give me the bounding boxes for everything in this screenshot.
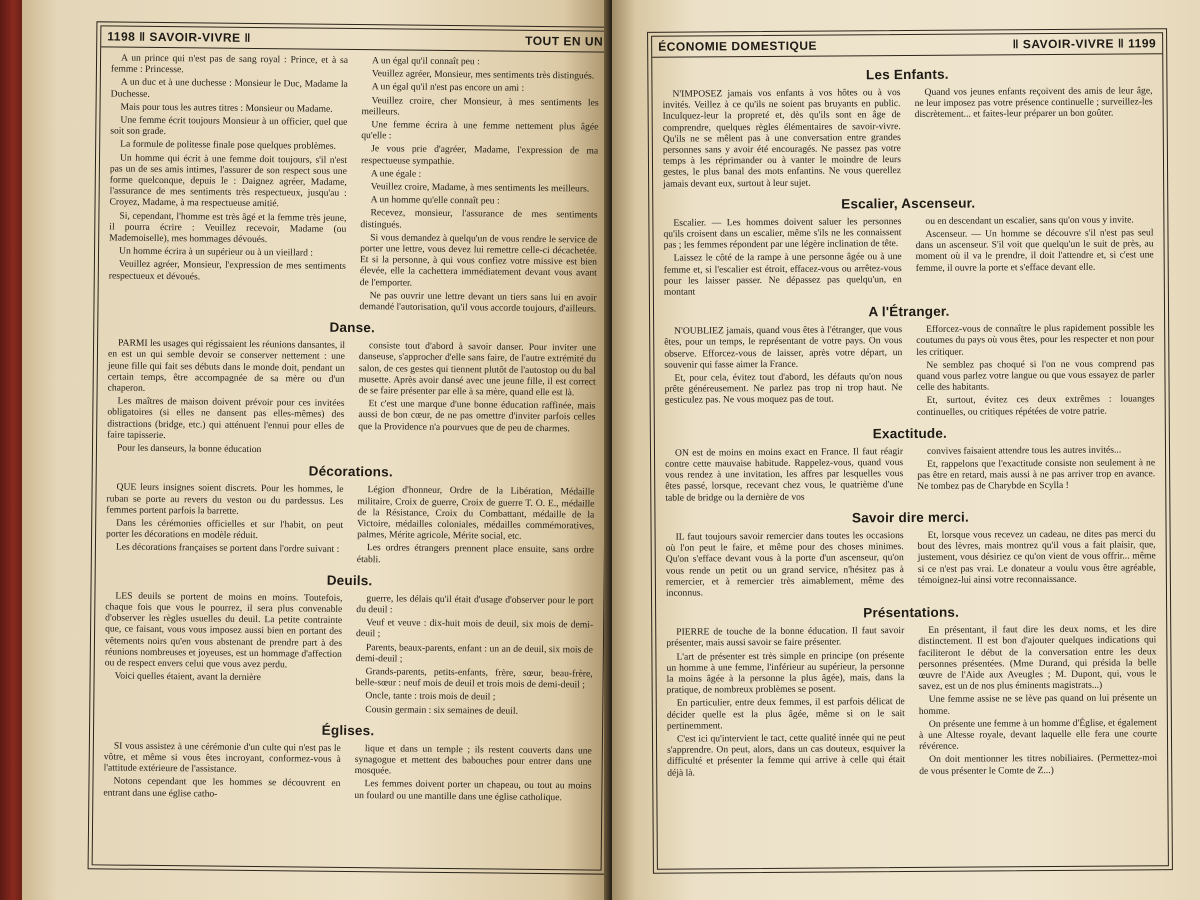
section [107, 318, 596, 461]
paragraph: Cousin germain : six semaines de deuil. [365, 703, 519, 717]
paragraph: Les maîtres de maison doivent prévoir pour ces invitées obligatoires (si elles ne dansent pas elles-mêmes) des distractions (bridge, etc.) qui atténuent l'ennui pour elles de faire tapisserie. [107, 395, 345, 441]
paragraph: Veuf et veuve : dix-huit mois de deuil, six mois de demi-deuil ; [355, 617, 594, 640]
paragraph: Un homme écrira à un supérieur ou à un vieillard : [118, 245, 314, 259]
right-page-body [662, 59, 1158, 862]
paragraph: Et c'est une marque d'une bonne éducation raffinée, mais aussi de bon cœur, de ne pas omettre d'inviter parfois celles que la Providence n'a pourvues que de peu de charmes. [358, 398, 596, 434]
left-page-body [103, 52, 599, 863]
section-title: Deuils. [326, 572, 373, 588]
column-right [354, 743, 592, 805]
section-columns [665, 444, 1155, 505]
section [103, 720, 592, 805]
paragraph: Escalier. — Les hommes doivent saluer les personnes qu'ils croisent dans un escalier, même s'ils ne les connaissent pas ; les femmes répondent par une légère inclination de tête. [663, 215, 902, 251]
paragraph: Oncle, tante : trois mois de deuil ; [365, 690, 496, 703]
paragraph: On doit mentionner les titres nobiliaires. (Permettez-moi de vous présenter le Comte de Z...) [919, 752, 1158, 777]
paragraph: convives faisaient attendre tous les autres invités... [926, 444, 1122, 457]
paragraph: Ascenseur. — Un homme se découvre s'il n'est pas seul dans un ascenseur. S'il voit que quelqu'un le suit de près, au moment où il va le prendre, il doit l'attendre et, si c'est une femme, il ouvre la porte et s'efface devant elle. [915, 227, 1154, 274]
paragraph: Quand vos jeunes enfants reçoivent des amis de leur âge, ne leur imposez pas votre présence continuelle ; surveillez-les discrètement... et faites-leur préparer un bon goûter. [914, 85, 1153, 121]
paragraph: Et, surtout, évitez ces deux extrêmes : louanges continuelles, ou critiques répétées de votre patrie. [916, 393, 1155, 418]
paragraph: IL faut toujours savoir remercier dans toutes les occasions où l'on peut le faire, et même pour des choses minimes. Qu'on s'efface devant vous à la porte d'un ascenseur, qu'on vous rende un petit ou un grand service, n'hésitez pas à remercier, et à remercier très aimablement, même des inconnus. [665, 529, 904, 599]
section-columns [104, 590, 593, 719]
paragraph: Recevez, monsieur, l'assurance de mes sentiments distingués. [360, 207, 598, 231]
book-cover-edge [0, 0, 22, 900]
section-title: Les Enfants. [865, 66, 949, 83]
column-left [106, 482, 344, 567]
paragraph: Veuillez agréer, Monsieur, mes sentiments très distingués. [371, 68, 595, 82]
paragraph: A un égal qu'il n'est pas encore un ami : [371, 81, 525, 95]
column-right [357, 484, 595, 569]
section-columns [664, 323, 1155, 422]
section-columns [662, 85, 1153, 191]
paragraph: Si, cependant, l'homme est très âgé et la femme très jeune, il pourra écrire : Veuillez recevoir, Madame (ou Mademoiselle), mes hommages dévoués. [109, 210, 347, 246]
paragraph: guerre, les délais qu'il était d'usage d'observer pour le port du deuil : [356, 592, 594, 616]
column-right [358, 340, 596, 461]
paragraph: Laissez le côté de la rampe à une personne âgée ou à une femme et, si l'escalier est étroit, effacez-vous ou arrêtez-vous pour les laisser passer. Ne dépassez pas quelqu'un, en montant [663, 251, 902, 298]
right-page-header [652, 33, 1162, 58]
left-page-header [101, 26, 609, 52]
section-title: Escalier, Ascenseur. [841, 195, 976, 212]
column-right [355, 593, 593, 720]
column-left [663, 216, 902, 300]
column-left [662, 87, 901, 191]
left-page-number: 1198 ‖ SAVOIR-VIVRE ‖ [107, 29, 251, 45]
paragraph: Voici quelles étaient, avant la dernière [114, 670, 261, 684]
column-right [915, 214, 1154, 298]
section [663, 194, 1154, 300]
column-right [914, 85, 1153, 189]
column-left [107, 338, 345, 459]
paragraph: LES deuils se portent de moins en moins. Toutefois, chaque fois que vous le pourrez, il sera plus convenable d'observer les règles usuelles du deuil. La petite contrainte que, ce faisant, vous vous imposez aussi bien en portant des vêtements noirs qu'en vous abstenant de prendre part à des réunions nombreuses et joyeuses, est un hommage d'affection ou de respect envers celui que vous avez perdu. [104, 590, 343, 671]
paragraph: Mais pour tous les autres titres : Monsieur ou Madame. [120, 101, 333, 115]
section-title: Danse. [329, 320, 376, 336]
paragraph: Veuillez agréer, Monsieur, l'expression de mes sentiments respectueux et dévoués. [108, 259, 346, 283]
paragraph: A un homme qu'elle connaît peu : [370, 194, 500, 207]
column-right [359, 55, 599, 317]
section [666, 603, 1157, 780]
paragraph: lique et dans un temple ; ils restent couverts dans une synagogue et mettent des babouches pour entrer dans une mosquée. [354, 742, 592, 777]
paragraph: Et, rappelons que l'exactitude consiste non seulement à ne pas être en retard, mais aussi à ne pas arriver trop en avance. Ne tombez pas de Charybde en Scylla ! [917, 457, 1156, 493]
paragraph: A un égal qu'il connaît peu : [371, 55, 480, 68]
paragraph: SI vous assistez à une cérémonie d'un culte qui n'est pas le vôtre, et même si vous êtes incroyant, conformez-vous à l'attitude extérieure de l'assistance. [103, 740, 341, 775]
paragraph: Dans les cérémonies officielles et sur l'habit, on peut porter les décorations en modèle réduit. [106, 517, 344, 542]
section-columns [107, 338, 596, 461]
column-left [664, 324, 903, 421]
paragraph: Je vous prie d'agréer, Madame, l'expression de ma respectueuse sympathie. [360, 143, 599, 167]
paragraph: Une femme assise ne se lève pas quand on lui présente un homme. [918, 692, 1157, 717]
column-right [918, 623, 1157, 778]
paragraph: Les ordres étrangers prennent place ensuite, sans ordre établi. [356, 542, 594, 565]
paragraph: QUE leurs insignes soient discrets. Pour les hommes, le ruban se porte au revers du veston ou du pardessus. Les femmes portent parfois la barrette. [106, 481, 344, 517]
section-columns [103, 740, 592, 805]
left-page-frame [92, 25, 610, 870]
left-page [22, 0, 610, 900]
section [104, 570, 593, 719]
paragraph: ON est de moins en moins exact en France. Il faut réagir contre cette mauvaise habitude. Rappelez-vous, quand vous vous rendez à une invitation, les affres par lesquelles vous êtes passé, lorsque, recevant chez vous, le quatrième d'une table de bridge ou la dernière de vos [665, 445, 904, 504]
column-right [916, 323, 1155, 420]
paragraph: Ne semblez pas choqué si l'on ne vous comprend pas quand vous parlez votre langue ou que vous essayez de parler celle des habitants. [916, 358, 1155, 394]
right-running-title: ÉCONOMIE DOMESTIQUE [658, 38, 818, 54]
paragraph: En présentant, il faut dire les deux noms, et les dire distinctement. Il est bon d'ajouter quelques indications qui faciliteront le début de la conversation entre les deux personnes présentées. (Mme Durand, qui présida la belle œuvre de l'Aide aux Aveugles ; M. Dupont, qui, vous le savez, est un de nos plus éminents magistrats...) [918, 623, 1157, 693]
paragraph: Ne pas ouvrir une lettre devant un tiers sans lui en avoir demandé l'autorisation, qu'il vous accorde toujours, d'ailleurs. [359, 290, 597, 315]
paragraph: Veuillez croire, Madame, à mes sentiments les meilleurs. [370, 181, 590, 195]
paragraph: Pour les danseurs, la bonne éducation [116, 442, 262, 456]
column-left [666, 530, 904, 601]
paragraph: N'OUBLIEZ jamais, quand vous êtes à l'étranger, que vous êtes, pour un temps, le représentant de votre pays. On vous observe. Efforcez-vous de laisser, après votre départ, un souvenir qui fasse aimer la France. [664, 324, 903, 371]
paragraph: consiste tout d'abord à savoir danser. Pour inviter une danseuse, s'approcher d'elle sans faire, de l'autre extrémité du salon, de ces gestes qui tiennent plutôt de l'autostop ou du bal musette. Après avoir dansé avec une jeune fille, il est correct de se faire présenter par elle à sa mère, quand elle est là. [358, 340, 597, 399]
section [662, 65, 1153, 191]
left-running-title: TOUT EN UN [525, 33, 604, 49]
section-title: Églises. [321, 722, 375, 739]
intro-columns [108, 52, 599, 316]
column-left [104, 590, 342, 717]
paragraph: L'art de présenter est très simple en principe (on présente un homme à une femme, l'inférieur au supérieur, la personne la moins âgée à la personne la plus âgée), mais, dans la pratique, de nombreux problèmes se posent. [666, 649, 905, 696]
column-right [917, 444, 1155, 504]
right-page-frame [651, 32, 1169, 870]
paragraph: C'est ici qu'intervient le tact, cette qualité innée qui ne peut s'apprendre. On peut, alors, dans un cas douteux, esquiver la difficulté et présenter la femme qui arrive à celle qui était déjà là. [667, 731, 906, 779]
paragraph: Si vous demandez à quelqu'un de vous rendre le service de porter une lettre, vous devez lui remettre celle-ci décachetée. Et si la personne, à qui vous confiez votre missive est bien élevée, elle la cachettera immédiatement devant vous avant de l'emporter. [359, 232, 598, 289]
section-title: Présentations. [863, 604, 960, 621]
paragraph: PIERRE de touche de la bonne éducation. Il faut savoir présenter, mais aussi savoir se faire présenter. [666, 625, 905, 650]
section-columns [106, 482, 595, 570]
section [664, 303, 1155, 422]
paragraph: PARMI les usages qui régissaient les réunions dansantes, il en est un qui semble devoir se conserver nettement : une jeune fille qui fait ses débuts dans le monde doit, pendant un certain temps, être accompagnée de sa mère ou d'un chaperon. [107, 337, 346, 394]
section-title: A l'Étranger. [868, 303, 950, 320]
paragraph: Grands-parents, petits-enfants, frère, sœur, beau-frère, belle-sœur : neuf mois de deuil et trois mois de demi-deuil ; [355, 666, 593, 691]
paragraph: A un duc et à une duchesse : Monsieur le Duc, Madame la Duchesse. [110, 76, 348, 100]
section-columns [663, 214, 1154, 300]
section [106, 462, 595, 570]
paragraph: Les décorations françaises se portent dans l'ordre suivant : [115, 541, 340, 556]
paragraph: Une femme écrira à une femme nettement plus âgée qu'elle : [361, 119, 599, 142]
paragraph: Un homme qui écrit à une femme doit toujours, s'il n'est pas un de ses amis intimes, l'assurer de son respect sous une forme quelconque, depuis le : Daignez agréer, Madame, l'assurance de mes sentiments très respectueux, jusqu'au : Croyez, Madame, à ma respectueuse amitié. [109, 152, 348, 210]
paragraph: Et, pour cela, évitez tout d'abord, les défauts qu'on nous prête généreusement. Ne parlez pas trop ni trop haut. Ne gesticulez pas. Ne vous moquez pas de tout. [664, 371, 903, 407]
column-left [108, 52, 348, 314]
paragraph: Une femme écrit toujours Monsieur à un officier, quel que soit son grade. [110, 114, 348, 138]
column-left [665, 446, 903, 506]
paragraph: A une égale : [370, 168, 422, 180]
paragraph: En particulier, entre deux femmes, il est parfois délicat de décider quelle est la plus âgée, même si on le sait pertinemment. [666, 696, 905, 732]
section-columns [666, 623, 1157, 780]
right-page [612, 0, 1200, 900]
column-left [666, 625, 905, 780]
paragraph: Les femmes doivent porter un chapeau, ou tout au moins un foulard ou une mantille dans une église catholique. [354, 778, 592, 803]
paragraph: N'IMPOSEZ jamais vos enfants à vos hôtes ou à vos invités. Veillez à ce qu'ils ne soient pas bruyants en public. Inculquez-leur la propreté et, dès qu'ils sont en âge de comprendre, quelques règles élémentaires de savoir-vivre. Qu'ils ne se mêlent pas à une conversation entre grandes personnes sans y avoir été encouragés. Ne passez pas votre temps à les réprimander ou à vanter le moindre de leurs gestes, le plus banal des mots enfantins. Ne vous querellez jamais devant eux, surtout à leur sujet. [662, 87, 902, 190]
paragraph: Parents, beaux-parents, enfant : un an de deuil, six mois de demi-deuil ; [355, 641, 593, 665]
paragraph: Légion d'honneur, Ordre de la Libération, Médaille militaire, Croix de guerre, Croix de guerre T. O. E., médaille de la Résistance, Croix du Combattant, médaille de la Victoire, médailles coloniales, médailles commémoratives, palmes, Mérite agricole, Mérite social, etc. [357, 484, 595, 542]
paragraph: La formule de politesse finale pose quelques problèmes. [120, 138, 337, 153]
paragraph: Notons cependant que les hommes se découvrent en entrant dans une église catho- [103, 775, 341, 800]
paragraph: Et, lorsque vous recevez un cadeau, ne dites pas merci du bout des lèvres, mais montrez qu'il vous a fait plaisir, que, justement, vous désiriez ce qu'on vient de vous offrir... même si ce n'est pas vrai. Le donateur a voulu vous être agréable, témoignez-lui ainsi votre reconnaissance. [917, 528, 1156, 586]
paragraph: Efforcez-vous de connaître le plus rapidement possible les coutumes du pays où vous êtes, pour les respecter et non pour les critiquer. [916, 322, 1155, 358]
section-title: Savoir dire merci. [851, 509, 969, 526]
paragraph: ou en descendant un escalier, sans qu'on vous y invite. [925, 214, 1134, 227]
section-title: Décorations. [308, 463, 393, 480]
column-right [918, 528, 1156, 599]
section-columns [666, 528, 1156, 601]
section [665, 508, 1156, 601]
paragraph: A un prince qui n'est pas de sang royal : Prince, et à sa femme : Princesse. [110, 52, 349, 76]
paragraph: On présente une femme à un homme d'Église, et également à une Altesse royale, devant laquelle elle fera une courte révérence. [918, 717, 1158, 753]
paragraph: Veuillez croire, cher Monsieur, à mes sentiments les meilleurs. [361, 94, 599, 118]
right-page-number: ‖ SAVOIR-VIVRE ‖ 1199 [1012, 36, 1157, 52]
section [665, 424, 1156, 505]
section-title: Exactitude. [872, 425, 948, 442]
column-left [103, 740, 341, 802]
